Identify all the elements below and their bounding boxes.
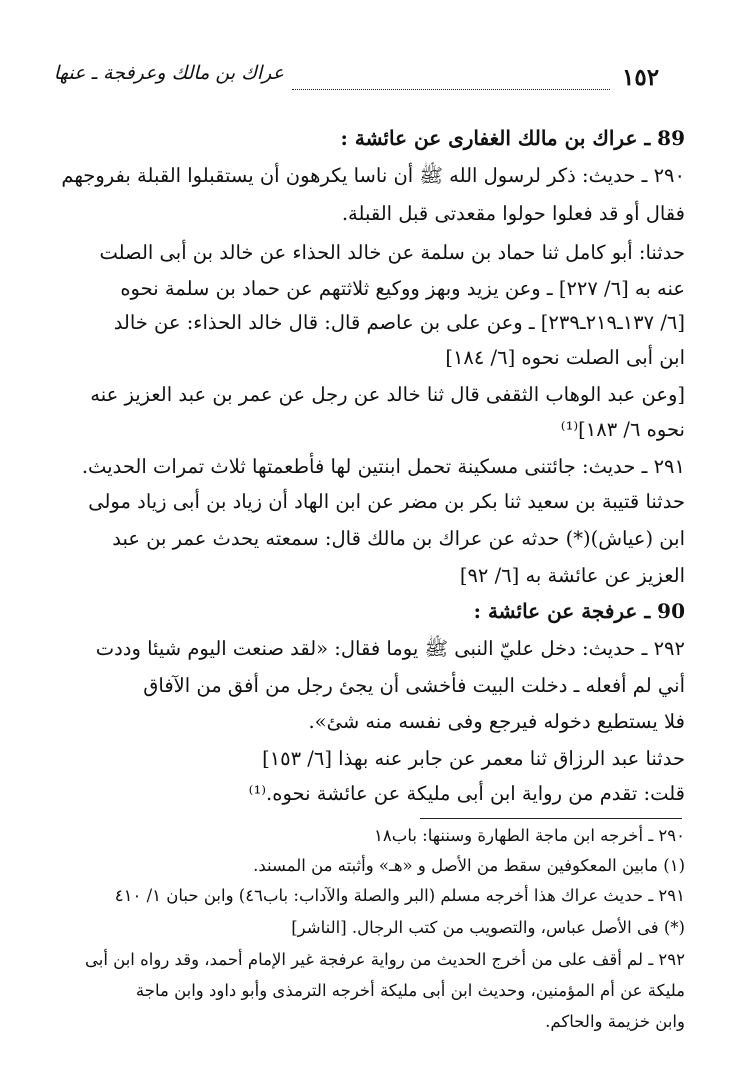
- hadith-line: ٢٩١ ـ حديث: جائتنى مسكينة تحمل ابنتين لها فأطعمتها ثلاث تمرات الحديث.: [81, 455, 685, 478]
- footnote-line: (*) فى الأصل عباس، والتصويب من كتب الرجال. [الناشر]: [291, 918, 685, 937]
- page-number: ١٥٢: [622, 64, 660, 91]
- running-title: عراك بن مالك وعرفجة ـ عنها: [53, 62, 284, 84]
- isnad-line: عنه به [٦/ ٢٢٧] ـ وعن يزيد وبهز ووكيع ثلاثتهم عن حماد بن سلمة نحوه: [120, 277, 685, 300]
- isnad-line: نحوه ٦/ ١٨٣]⁽¹⁾: [560, 418, 685, 441]
- footnote-line: (١) مابين المعكوفين سقط من الأصل و «هـ» وأثبته من المسند.: [253, 856, 685, 875]
- isnad-line: حدثنا عبد الرزاق ثنا معمر عن جابر عنه بهذا [٦/ ١٥٣]: [262, 747, 685, 770]
- hadith-line: أني لم أفعله ـ دخلت البيت فأخشى أن يجئ رجل من أفق من الآفاق: [143, 674, 685, 697]
- section-heading: 89 ـ عراك بن مالك الغفارى عن عائشة :: [340, 126, 685, 150]
- footnote-line: ٢٩١ ـ حديث عراك هذا أخرجه مسلم (البر والصلة والآداب: باب٤٦) وابن حبان ١/ ٤١٠: [114, 886, 685, 905]
- footnote-line: ٢٩٢ ـ لم أقف على من أخرج الحديث من رواية عرفجة غير الإمام أحمد، وقد رواه ابن أبى: [84, 950, 685, 969]
- hadith-line: فلا يستطيع دخوله فيرجع وفى نفسه منه شئ».: [308, 710, 685, 733]
- footnote-line: مليكة عن أم المؤمنين، وحديث ابن أبى مليكة أخرجه الترمذى وأبو داود وابن ماجة: [135, 981, 685, 1000]
- footnote-line: وابن خزيمة والحاكم.: [545, 1012, 685, 1031]
- footnote-line: ٢٩٠ ـ أخرجه ابن ماجة الطهارة وسننها: باب١٨: [374, 826, 685, 845]
- section-heading: 90 ـ عرفجة عن عائشة :: [473, 599, 685, 623]
- note-line: قلت: تقدم من رواية ابن أبى مليكة عن عائشة نحوه.⁽¹⁾: [248, 782, 685, 805]
- hadith-line: فقال أو قد فعلوا حولوا مقعدتى قبل القبلة.: [341, 202, 685, 225]
- hadith-line: ٢٩٢ ـ حديث: دخل عليّ النبى ﷺ يوما فقال: «لقد صنعت اليوم شيئا وددت: [95, 637, 685, 660]
- isnad-line: ابن أبى الصلت نحوه [٦/ ١٨٤]: [445, 346, 685, 369]
- isnad-line: [٦/ ١٣٧ـ٢١٩ـ٢٣٩] ـ وعن على بن عاصم قال: قال خالد الحذاء: عن خالد: [113, 311, 685, 334]
- isnad-line: ابن (عياش)(*) حدثه عن عراك بن مالك قال: سمعته يحدث عمر بن عبد: [112, 527, 685, 550]
- isnad-line: حدثنا قتيبة بن سعيد ثنا بكر بن مضر عن ابن الهاد أن زياد بن أبى زياد مولى: [88, 490, 685, 513]
- footnote-separator: [420, 818, 682, 819]
- header-rule: [292, 89, 610, 90]
- hadith-line: ٢٩٠ ـ حديث: ذكر لرسول الله ﷺ أن ناسا يكرهون أن يستقبلوا القبلة بفروجهم: [61, 164, 685, 187]
- isnad-line: [وعن عبد الوهاب الثقفى قال ثنا خالد عن رجل عن عمر بن عبد العزيز عنه: [90, 383, 685, 406]
- isnad-line: حدثنا: أبو كامل ثنا حماد بن سلمة عن خالد الحذاء عن خالد بن أبى الصلت: [99, 241, 685, 264]
- isnad-line: العزيز عن عائشة به [٦/ ٩٢]: [459, 564, 685, 587]
